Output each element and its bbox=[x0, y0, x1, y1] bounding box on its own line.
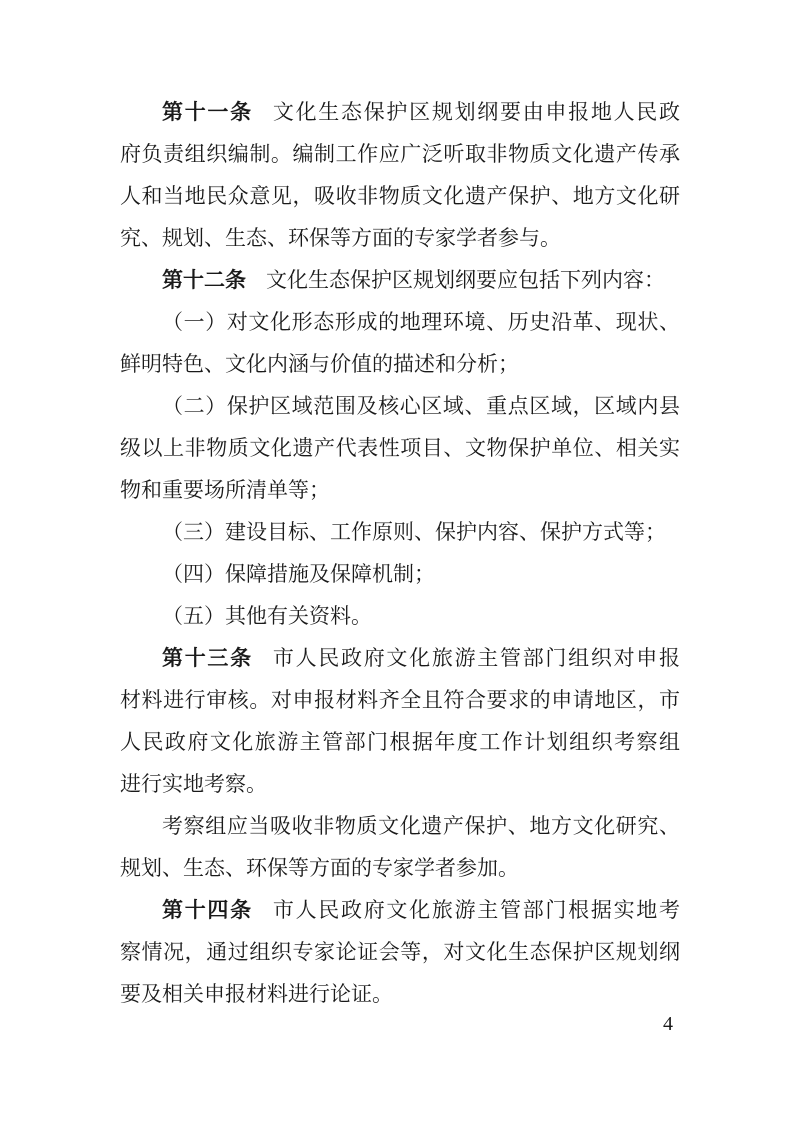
article-13-text: 市人民政府文化旅游主管部门组织对申报 bbox=[272, 646, 680, 670]
article-12-text: 文化生态保护区规划纲要应包括下列内容： bbox=[266, 268, 665, 292]
article-13-para-2-line-2: 规划、生态、环保等方面的专家学者参加。 bbox=[120, 856, 519, 880]
article-13-para-2-line-1: 考察组应当吸收非物质文化遗产保护、地方文化研究、 bbox=[162, 814, 680, 838]
article-11-line-1 bbox=[162, 94, 680, 130]
article-11-line-2: 府负责组织编制。编制工作应广泛听取非物质文化遗产传承 bbox=[120, 142, 680, 166]
article-12-item-1-line-2: 鲜明特色、文化内涵与价值的描述和分析； bbox=[120, 352, 519, 376]
article-11-text: 文化生态保护区规划纲要由申报地人民政 bbox=[272, 100, 680, 124]
article-14-text: 市人民政府文化旅游主管部门根据实地考 bbox=[272, 898, 680, 922]
article-12-item-2-line-1: （二）保护区域范围及核心区域、重点区域，区域内县 bbox=[162, 394, 680, 418]
article-11-heading: 第十一条 bbox=[162, 100, 253, 124]
page-number: 4 bbox=[663, 1013, 673, 1035]
article-12-line-1 bbox=[162, 262, 680, 298]
article-12-item-2-line-2: 级以上非物质文化遗产代表性项目、文物保护单位、相关实 bbox=[120, 436, 680, 460]
article-11-line-4: 究、规划、生态、环保等方面的专家学者参与。 bbox=[120, 226, 561, 250]
article-14-line-2: 察情况，通过组织专家论证会等，对文化生态保护区规划纲 bbox=[120, 940, 680, 964]
article-13-heading: 第十三条 bbox=[162, 646, 253, 670]
article-12-item-3: （三）建设目标、工作原则、保护内容、保护方式等； bbox=[162, 520, 666, 544]
article-12-item-1-line-1: （一）对文化形态形成的地理环境、历史沿革、现状、 bbox=[162, 310, 680, 334]
article-13-line-3: 人民政府文化旅游主管部门根据年度工作计划组织考察组 bbox=[120, 730, 680, 754]
article-14-line-3: 要及相关申报材料进行论证。 bbox=[120, 982, 393, 1006]
article-14-line-1 bbox=[162, 892, 680, 928]
article-13-line-1 bbox=[162, 640, 680, 676]
article-14-heading: 第十四条 bbox=[162, 898, 253, 922]
article-12-item-4: （四）保障措施及保障机制； bbox=[162, 562, 435, 586]
article-11-line-3: 人和当地民众意见，吸收非物质文化遗产保护、地方文化研 bbox=[120, 184, 680, 208]
article-13-line-4: 进行实地考察。 bbox=[120, 772, 267, 796]
article-12-heading: 第十二条 bbox=[162, 268, 246, 292]
article-12-item-5: （五）其他有关资料。 bbox=[162, 604, 372, 628]
article-12-item-2-line-3: 物和重要场所清单等； bbox=[120, 478, 330, 502]
article-13-line-2: 材料进行审核。对申报材料齐全且符合要求的申请地区，市 bbox=[120, 688, 680, 712]
